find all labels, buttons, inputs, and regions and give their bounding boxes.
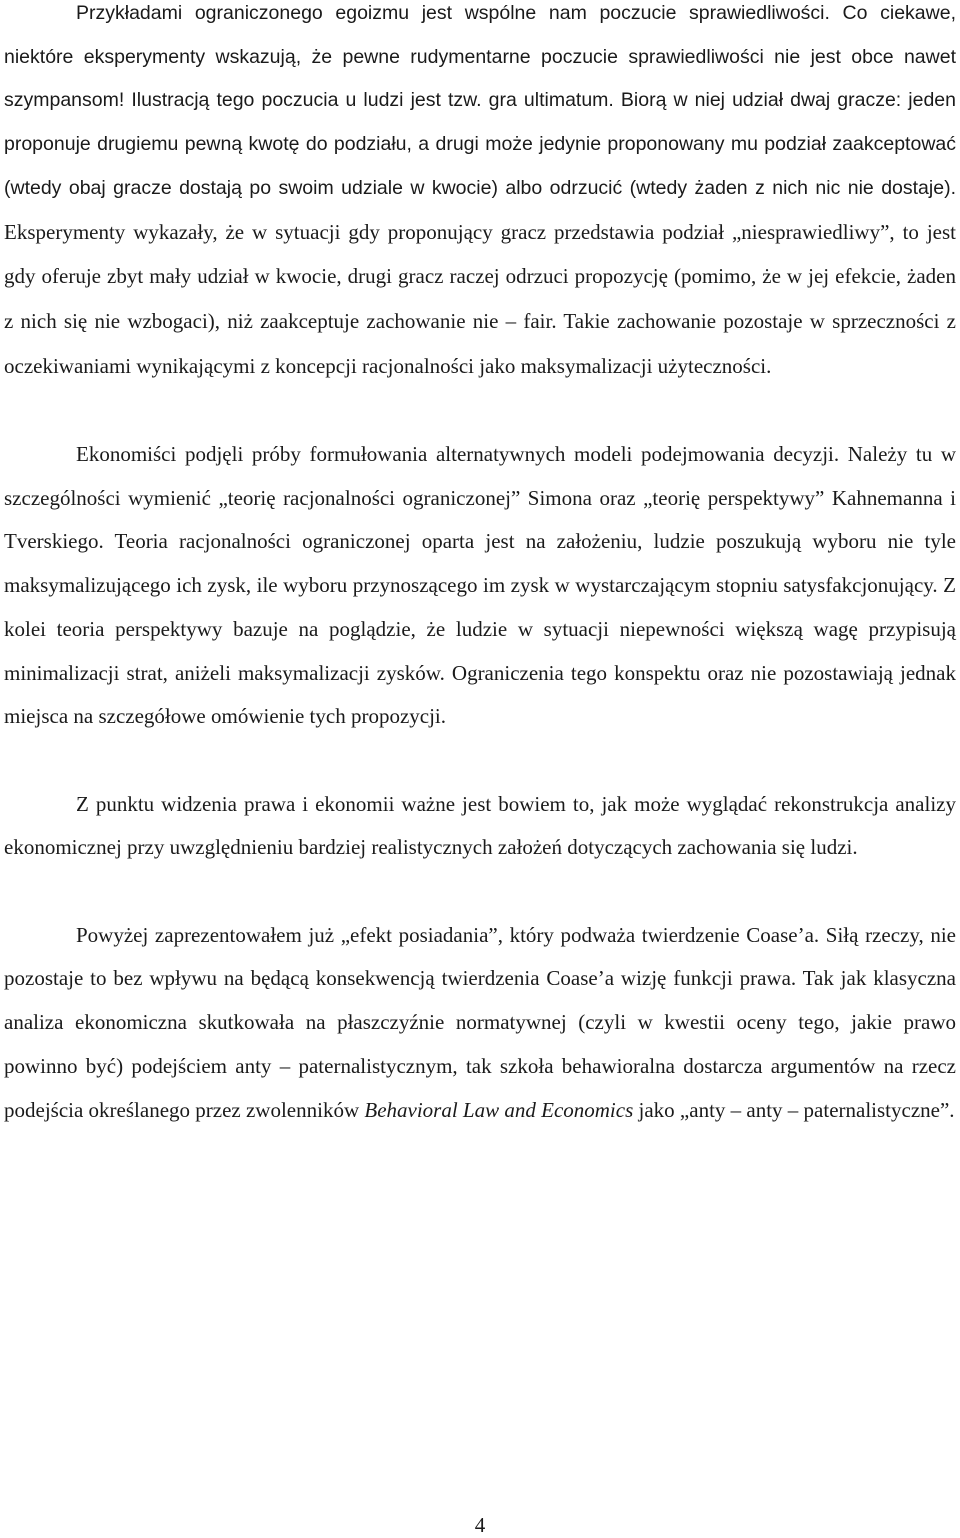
paragraph-text: Biorą w niej udział dwaj gracze: jeden proponuje drugiemu pewną kwotę do podziału, a drugi może jedynie proponowany mu podział zaakceptować (wtedy obaj gracze dostają po swoim udziale w kwocie) albo odrzucić (wtedy żaden z nich nic nie dostaje). <box>4 89 956 199</box>
paragraph-ultimatum-game <box>4 0 956 389</box>
page-number: 4 <box>474 1513 486 1537</box>
document-page <box>4 0 956 1132</box>
paragraph-text: Ekonomiści podjęli próby formułowania alternatywnych modeli podejmowania decyzji. Należy tu w szczególności wymienić „teorię racjonalności ograniczonej” Simona oraz „teorię perspektywy” Kahnemanna i Tverskiego. Teoria racjonalności ograniczonej oparta jest na założeniu, ludzie poszukują wyboru nie tyle maksymalizującego ich zysk, ile wyboru przynoszącego im zysk w wystarczającym stopniu satysfakcjonujący. Z kolei teoria perspektywy bazuje na poglądzie, że ludzie w sytuacji niepewności większą wagę przypisują minimalizacji strat, aniżeli maksymalizacji zysków. Ograniczenia tego konspektu oraz nie pozostawiają jednak miejsca na szczegółowe omówienie tych propozycji. <box>4 442 956 729</box>
paragraph-text: Powyżej zaprezentowałem już „efekt posiadania”, który podważa twierdzenie Coase’a. Siłą rzeczy, nie pozostaje to bez wpływu na będącą konsekwencją twierdzenia Coase’a wizję funkcji prawa. Tak jak klasyczna analiza ekonomiczna skutkowała na płaszczyźnie normatywnej (czyli w kwestii oceny tego, jakie prawo powinno być) podejściem anty – paternalistycznym, tak szkoła behawioralna dostarcza argumentów na rzecz podejścia określanego przez zwolenników <box>4 922 956 1122</box>
paragraph-text: Przykładami ograniczonego egoizmu jest wspólne nam poczucie sprawiedliwości. Co ciekawe, niektóre eksperymenty wskazują, że pewne rudymentarne poczucie sprawiedliwości nie jest obce nawet szympansom! Ilustracją tego poczucia u ludzi jest tzw. gra ultimatum. <box>4 2 956 112</box>
paragraph-text: Eksperymenty wykazały, że w sytuacji gdy proponujący gracz przedstawia podział „niesprawiedliwy”, to jest gdy oferuje zbyt mały udział w kwocie, drugi gracz raczej odrzuci propozycję (pomimo, że w jej efekcie, żaden z nich się nie wzbogaci), niż zaakceptuje zachowanie nie – fair. Takie zachowanie pozostaje w sprzeczności z oczekiwaniami wynikającymi z koncepcji racjonalności jako maksymalizacji użyteczności. <box>4 219 956 378</box>
paragraph-text: jako „anty – anty – paternalistyczne”. <box>638 1097 955 1122</box>
paragraph-text: Z punktu widzenia prawa i ekonomii ważne jest bowiem to, jak może wyglądać rekonstrukcja analizy ekonomicznej przy uwzględnieniu bardziej realistycznych założeń dotyczących zachowania się ludzi. <box>4 791 956 860</box>
paragraph-law-and-economics <box>4 783 956 870</box>
paragraph-endowment-effect <box>4 914 956 1133</box>
italic-term: Behavioral Law and Economics <box>364 1097 634 1122</box>
paragraph-alternative-models <box>4 433 956 739</box>
